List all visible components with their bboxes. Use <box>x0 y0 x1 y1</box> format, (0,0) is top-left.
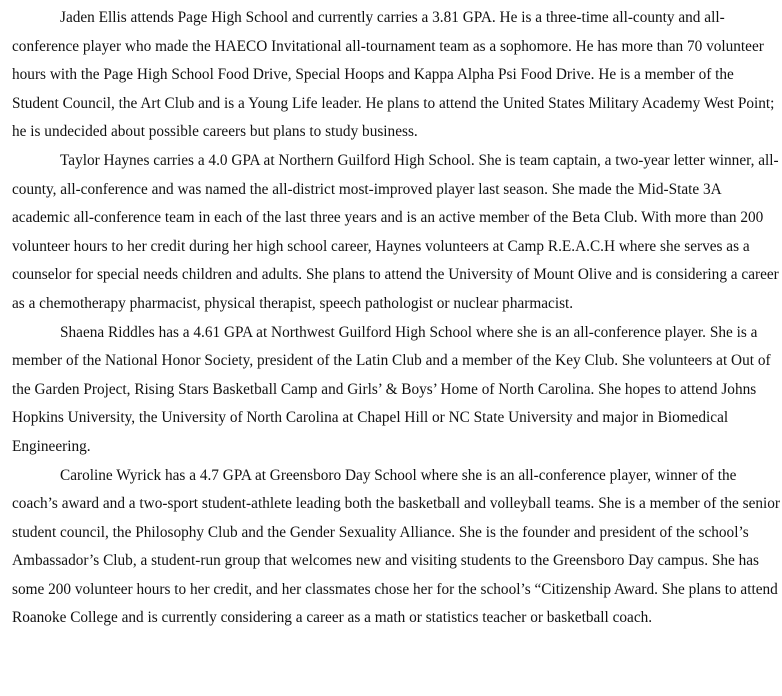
paragraph-taylor-haynes: Taylor Haynes carries a 4.0 GPA at Northern Guilford High School. She is team captain, a two-year letter winner, all-county, all-conference and was named the all-district most-improved player last season. She made the Mid-State 3A academic all-conference team in each of the last three years and is an active member of the Beta Club. With more than 200 volunteer hours to her credit during her high school career, Haynes volunteers at Camp R.E.A.C.H where she serves as a counselor for special needs children and adults. She plans to attend the University of Mount Olive and is considering a career as a chemotherapy pharmacist, physical therapist, speech pathologist or nuclear pharmacist. <box>12 151 779 312</box>
paragraph-caroline-wyrick: Caroline Wyrick has a 4.7 GPA at Greensboro Day School where she is an all-conference player, winner of the coach’s award and a two-sport student-athlete leading both the basketball and volleyball teams. She is a member of the senior student council, the Philosophy Club and the Gender Sexuality Alliance. She is the founder and president of the school’s Ambassador’s Club, a student-run group that welcomes new and visiting students to the Greensboro Day campus. She has some 200 volunteer hours to her credit, and her classmates chose her for the school’s “Citizenship Award. She plans to attend Roanoke College and is currently considering a career as a math or statistics teacher or basketball coach. <box>12 466 781 627</box>
paragraph-jaden-ellis: Jaden Ellis attends Page High School and currently carries a 3.81 GPA. He is a three-time all-county and all-conference player who made the HAECO Invitational all-tournament team as a sophomore. He has more than 70 volunteer hours with the Page High School Food Drive, Special Hoops and Kappa Alpha Psi Food Drive. He is a member of the Student Council, the Art Club and is a Young Life leader. He plans to attend the United States Military Academy West Point; he is undecided about possible careers but plans to study business. <box>12 9 775 141</box>
paragraph-shaena-riddles: Shaena Riddles has a 4.61 GPA at Northwest Guilford High School where she is an all-conference player. She is a member of the National Honor Society, president of the Latin Club and a member of the Key Club. She volunteers at Out of the Garden Project, Rising Stars Basketball Camp and Girls’ & Boys’ Home of North Carolina. She hopes to attend Johns Hopkins University, the University of North Carolina at Chapel Hill or NC State University and major in Biomedical Engineering. <box>12 323 771 455</box>
document-body <box>0 4 782 633</box>
